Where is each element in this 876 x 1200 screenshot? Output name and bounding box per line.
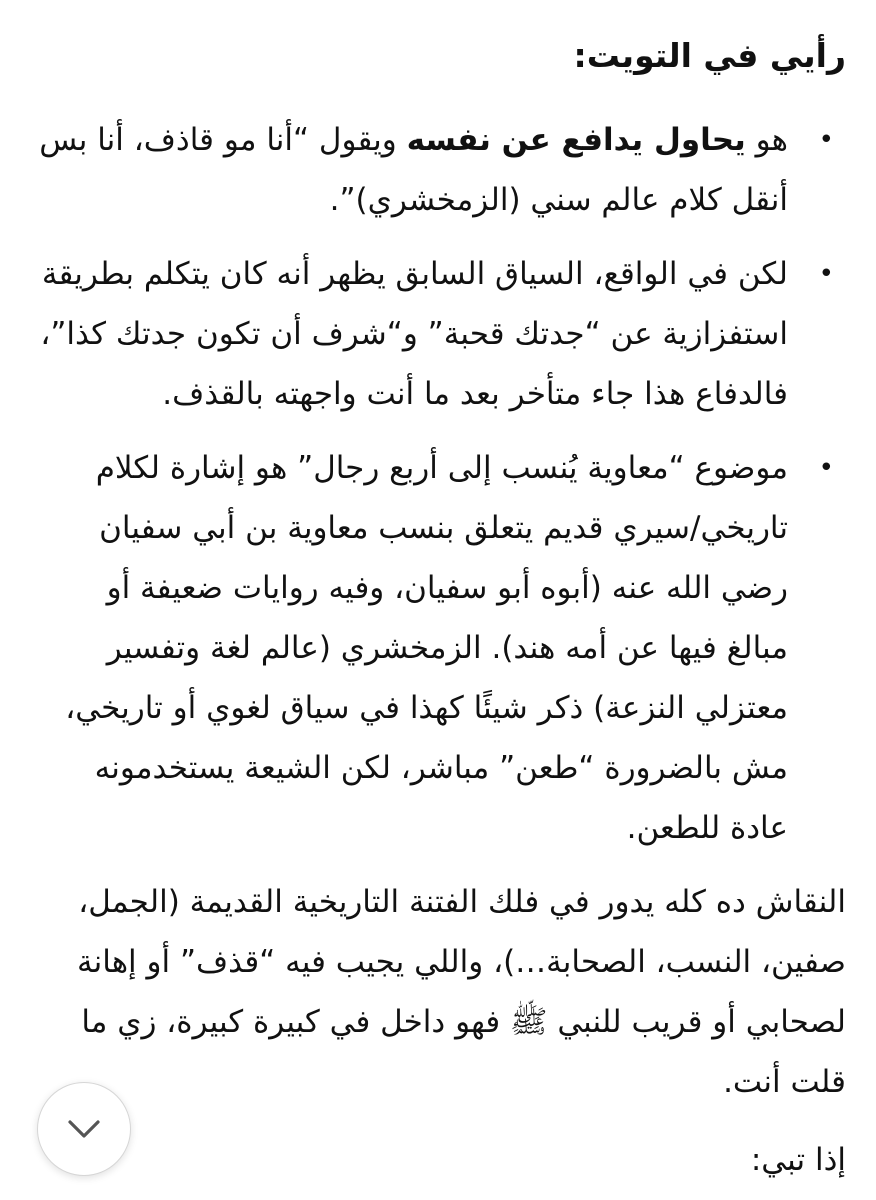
list-item-text: لكن في الواقع، السياق السابق يظهر أنه كان يتكلم بطريقة استفزازية عن “جدتك قحبة” و“شرف أن تكون جدتك كذا”، فالدفاع هذا جاء متأخر بعد ما أنت واجهته بالقذف. xyxy=(40,256,788,412)
list-item-text: موضوع “معاوية يُنسب إلى أربع رجال” هو إشارة لكلام تاريخي/سيري قديم يتعلق بنسب معاوية بن أبي سفيان رضي الله عنه (أبوه أبو سفيان، وفيه روايات ضعيفة أو مبالغ فيها عن أمه هند). الزمخشري (عالم لغة وتفسير معتزلي النزعة) ذكر شيئًا كهذا في سياق لغوي أو تاريخي، مش بالضرورة “طعن” مباشر، لكن الشيعة يستخدمونه عادة للطعن. xyxy=(65,450,788,846)
chevron-down-icon xyxy=(67,1119,101,1139)
list-item xyxy=(36,438,846,858)
section-heading: رأيي في التويت: xyxy=(573,36,846,75)
bullet-icon: • xyxy=(818,259,834,289)
list-item xyxy=(36,110,846,230)
list-item-bold-text: يحاول يدافع عن نفسه xyxy=(406,122,746,158)
discussion-paragraph: النقاش ده كله يدور في فلك الفتنة التاريخية القديمة (الجمل، صفين، النسب، الصحابة…)، واللي يجيب فيه “قذف” أو إهانة لصحابي أو قريب للنبي ﷺ فهو داخل في كبيرة كبيرة، زي ما قلت أنت. xyxy=(77,884,846,1100)
bullet-icon: • xyxy=(818,453,834,483)
bullet-list xyxy=(36,110,846,858)
scroll-to-bottom-button[interactable] xyxy=(37,1082,131,1176)
bullet-icon: • xyxy=(818,125,834,155)
follow-up-line: إذا تبي: xyxy=(750,1142,846,1178)
list-item-text: ويقول “أنا مو قاذف، أنا بس أنقل كلام عالم سني (الزمخشري)”. xyxy=(39,122,788,218)
list-item xyxy=(36,244,846,424)
list-item-text: هو xyxy=(745,122,788,158)
